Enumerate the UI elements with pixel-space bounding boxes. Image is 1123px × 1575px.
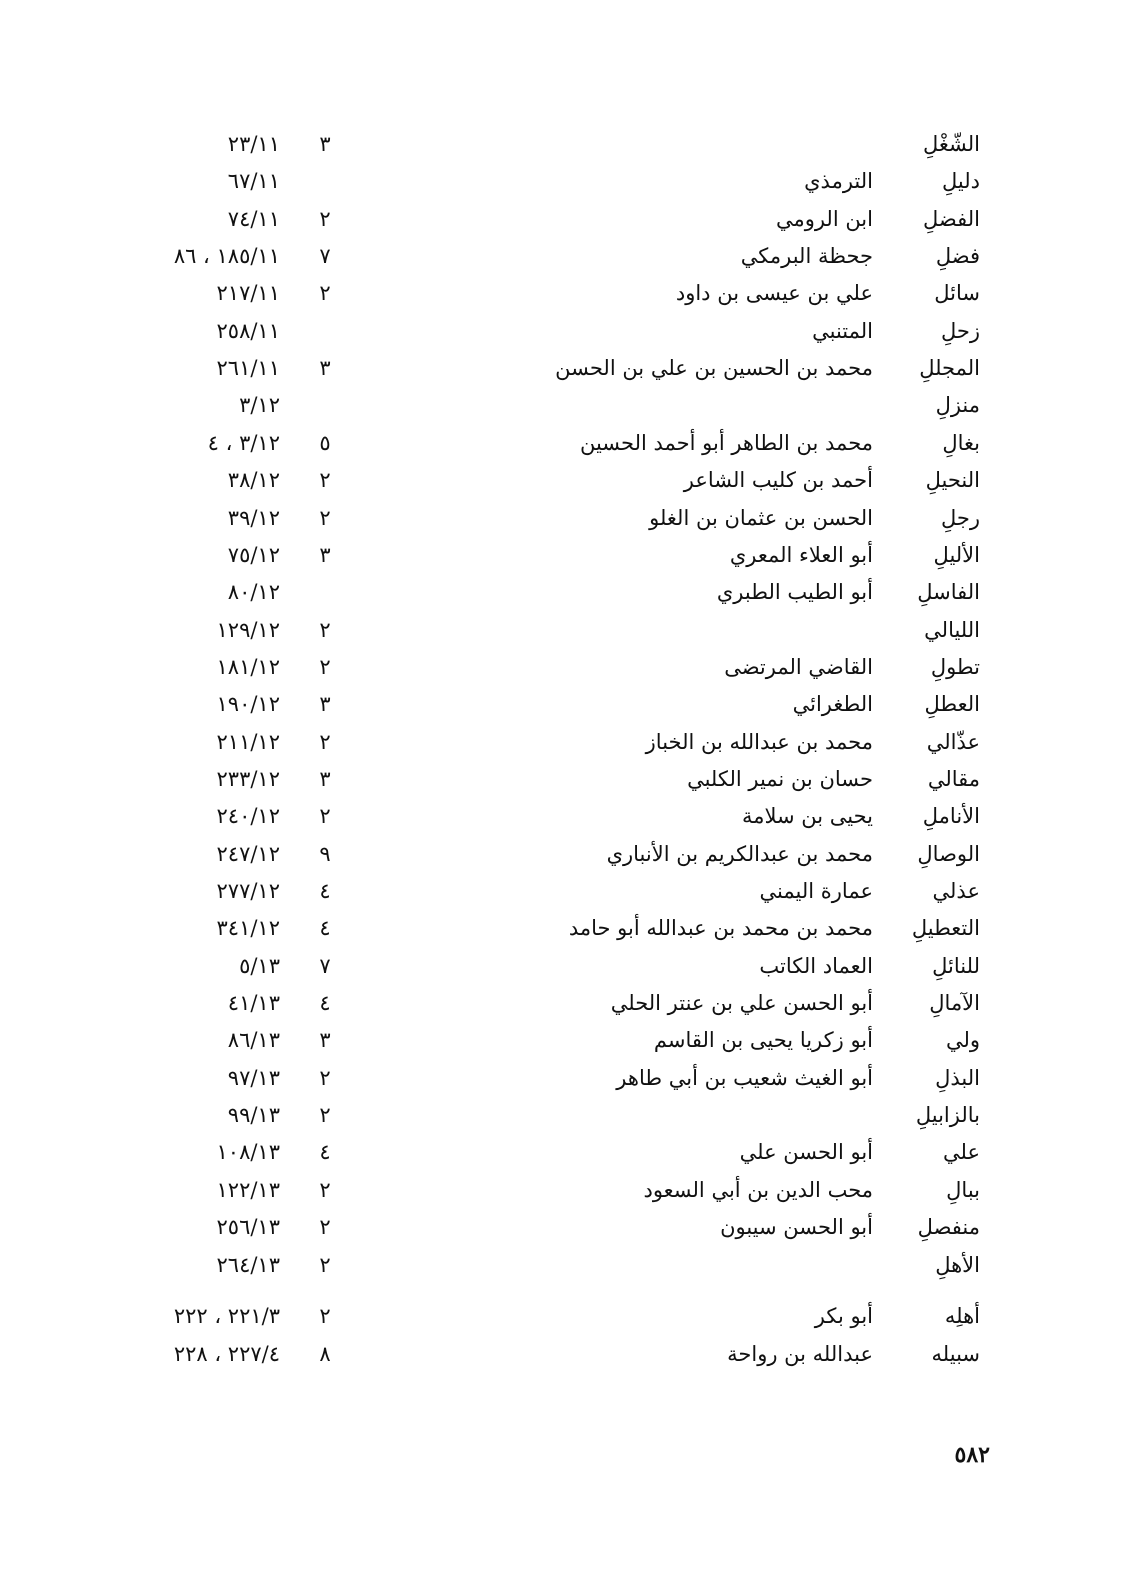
poet-name: العماد الكاتب (759, 954, 873, 978)
verse-count: ٣ (319, 1028, 331, 1052)
poet-name: علي بن عيسى بن داود (675, 281, 873, 305)
rhyme-word: الفاسلِ (917, 580, 980, 604)
rhyme-word: بغالِ (942, 431, 980, 455)
verse-count: ٣ (319, 543, 331, 567)
poet-name (473, 1247, 873, 1283)
verse-count: ٢ (319, 1066, 331, 1090)
index-row (0, 612, 1123, 648)
volume-page-reference: ٢٦١/١١ (216, 356, 280, 380)
rhyme-word: تطولِ (930, 655, 980, 679)
poet-name (473, 612, 873, 648)
verse-count: ٤ (319, 916, 331, 940)
index-row (0, 1247, 1123, 1283)
poet-name: أبو العلاء المعري (729, 543, 873, 567)
poet-name: محمد بن الحسين بن علي بن الحسن (555, 356, 873, 380)
poet-name: محمد بن محمد بن عبدالله أبو حامد (568, 916, 873, 940)
index-row (0, 686, 1123, 722)
index-row (0, 1336, 1123, 1372)
verse-count: ٢ (319, 655, 331, 679)
rhyme-word: الشّغْلِ (922, 132, 980, 156)
volume-page-reference: ٣٩/١٢ (227, 506, 280, 530)
rhyme-word: رجلِ (940, 506, 980, 530)
poet-name: عبدالله بن رواحة (727, 1342, 873, 1366)
index-row (0, 275, 1123, 311)
rhyme-word: زحلِ (940, 319, 980, 343)
poet-name: أبو الحسن علي (739, 1140, 873, 1164)
volume-page-reference: ٢٥٦/١٣ (216, 1215, 280, 1239)
index-row (0, 1209, 1123, 1245)
volume-page-reference: ٨٦/١٣ (227, 1028, 280, 1052)
verse-count: ٢ (319, 281, 331, 305)
verse-count: ٢ (319, 804, 331, 828)
index-row (0, 163, 1123, 199)
index-row (0, 1097, 1123, 1133)
poet-name: القاضي المرتضى (724, 655, 873, 679)
verse-count (305, 574, 345, 610)
volume-page-reference: ٢١١/١٢ (216, 730, 280, 754)
rhyme-word: المجللِ (919, 356, 980, 380)
rhyme-word: الأهلِ (935, 1253, 980, 1277)
poet-name (473, 1097, 873, 1133)
poet-name: أبو زكريا يحيى بن القاسم (653, 1028, 873, 1052)
volume-page-reference: ١٨١/١٢ (216, 655, 280, 679)
poet-name: حسان بن نمير الكلبي (687, 767, 873, 791)
verse-count: ٢ (319, 506, 331, 530)
volume-page-reference: ٧٤/١١ (227, 207, 280, 231)
poet-name: محمد بن الطاهر أبو أحمد الحسين (579, 431, 873, 455)
index-row (0, 126, 1123, 162)
rhyme-word: علي (943, 1140, 980, 1164)
volume-page-reference: ٨٠/١٢ (227, 580, 280, 604)
volume-page-reference: ٢٣/١١ (227, 132, 280, 156)
volume-page-reference: ٣٨/١٢ (227, 468, 280, 492)
volume-page-reference: ٩٧/١٣ (227, 1066, 280, 1090)
volume-page-reference: ٢١٧/١١ (216, 281, 280, 305)
index-row (0, 201, 1123, 237)
verse-count: ٩ (319, 842, 331, 866)
verse-count: ٣ (319, 767, 331, 791)
rhyme-word: ولي (945, 1028, 980, 1052)
volume-page-reference: ٢٦٤/١٣ (216, 1253, 280, 1277)
poet-name: جحظة البرمكي (740, 244, 873, 268)
verse-count: ٢ (319, 1215, 331, 1239)
rhyme-word: ببالِ (946, 1178, 980, 1202)
index-row (0, 574, 1123, 610)
volume-page-reference: ٩٩/١٣ (227, 1103, 280, 1127)
verse-count (305, 387, 345, 423)
volume-page-reference: ١٢٢/١٣ (216, 1178, 280, 1202)
verse-count: ٢ (319, 618, 331, 642)
poet-name: أبو الطيب الطبري (716, 580, 873, 604)
verse-count (305, 163, 345, 199)
rhyme-word: فضلِ (935, 244, 980, 268)
poet-name: ابن الرومي (775, 207, 873, 231)
rhyme-word: منزلِ (935, 393, 980, 417)
rhyme-word: الآمالِ (929, 991, 980, 1015)
index-row (0, 500, 1123, 536)
volume-page-reference: ١٠٨/١٣ (216, 1140, 280, 1164)
poet-name (473, 126, 873, 162)
verse-count: ٤ (319, 1140, 331, 1164)
verse-count: ٣ (319, 356, 331, 380)
rhyme-word: النحيلِ (925, 468, 980, 492)
volume-page-reference: ٢٢٧/٤ ، ٢٢٨ (173, 1342, 280, 1366)
rhyme-word: عذّالي (926, 730, 980, 754)
index-row (0, 1172, 1123, 1208)
rhyme-word: البذلِ (935, 1066, 980, 1090)
poet-name: الطغرائي (792, 692, 873, 716)
rhyme-word: العطلِ (924, 692, 980, 716)
volume-page-reference: ٤١/١٣ (227, 991, 280, 1015)
poet-name: أحمد بن كليب الشاعر (683, 468, 873, 492)
verse-count: ٢ (319, 1178, 331, 1202)
index-row (0, 1022, 1123, 1058)
rhyme-word: للنائلِ (932, 954, 980, 978)
verse-count: ٨ (319, 1342, 331, 1366)
volume-page-reference: ٢٧٧/١٢ (216, 879, 280, 903)
poet-name: عمارة اليمني (759, 879, 873, 903)
index-row (0, 724, 1123, 760)
index-row (0, 798, 1123, 834)
index-row (0, 1298, 1123, 1334)
verse-count: ٤ (319, 879, 331, 903)
index-row (0, 425, 1123, 461)
poet-name: أبو الغيث شعيب بن أبي طاهر (616, 1066, 873, 1090)
volume-page-reference: ٢٢١/٣ ، ٢٢٢ (173, 1304, 280, 1328)
index-row (0, 649, 1123, 685)
volume-page-reference: ٣٤١/١٢ (216, 916, 280, 940)
verse-count (305, 313, 345, 349)
rhyme-word: التعطيلِ (911, 916, 980, 940)
poet-name: أبو الحسن علي بن عنتر الحلي (610, 991, 873, 1015)
poet-name: الحسن بن عثمان بن الغلو (649, 506, 873, 530)
volume-page-reference: ٧٥/١٢ (227, 543, 280, 567)
verse-count: ٧ (319, 954, 331, 978)
poet-name: محمد بن عبدالكريم بن الأنباري (606, 842, 873, 866)
poet-name: محب الدين بن أبي السعود (643, 1178, 873, 1202)
rhyme-word: بالزابيلِ (915, 1103, 980, 1127)
verse-count: ٥ (319, 431, 331, 455)
rhyme-word: الفضلِ (923, 207, 980, 231)
volume-page-reference: ٦٧/١١ (227, 169, 280, 193)
volume-page-reference: ١٩٠/١٢ (216, 692, 280, 716)
volume-page-reference: ٢٤٧/١٢ (216, 842, 280, 866)
index-row (0, 537, 1123, 573)
volume-page-reference: ١٨٥/١١ ، ٨٦ (173, 244, 280, 268)
verse-count: ٢ (319, 1304, 331, 1328)
rhyme-word: الليالي (924, 618, 980, 642)
volume-page-reference: ٢٣٣/١٢ (216, 767, 280, 791)
verse-count: ٧ (319, 244, 331, 268)
index-row (0, 238, 1123, 274)
index-row (0, 313, 1123, 349)
index-row (0, 948, 1123, 984)
index-row (0, 836, 1123, 872)
index-row (0, 387, 1123, 423)
volume-page-reference: ٣/١٢ ، ٤ (207, 431, 280, 455)
page-number: ٥٨٢ (954, 1442, 990, 1468)
index-row (0, 761, 1123, 797)
rhyme-word: الوصالِ (917, 842, 980, 866)
verse-count: ٢ (319, 1103, 331, 1127)
rhyme-word: سائل (934, 281, 980, 305)
rhyme-word: الأليلِ (933, 543, 980, 567)
verse-count: ٢ (319, 207, 331, 231)
volume-page-reference: ١٢٩/١٢ (216, 618, 280, 642)
verse-count: ٢ (319, 1253, 331, 1277)
poet-name: يحيى بن سلامة (741, 804, 873, 828)
index-row (0, 985, 1123, 1021)
volume-page-reference: ٢٤٠/١٢ (216, 804, 280, 828)
rhyme-word: دليلِ (942, 169, 980, 193)
poet-name: محمد بن عبدالله بن الخباز (645, 730, 873, 754)
poet-name: الترمذي (804, 169, 873, 193)
verse-count: ٢ (319, 730, 331, 754)
rhyme-word: الأناملِ (922, 804, 980, 828)
verse-count: ٣ (319, 132, 331, 156)
index-row (0, 462, 1123, 498)
volume-page-reference: ٥/١٣ (239, 954, 280, 978)
verse-count: ٣ (319, 692, 331, 716)
rhyme-word: سبيله (931, 1342, 980, 1366)
rhyme-word: أهلِه (944, 1304, 980, 1328)
volume-page-reference: ٢٥٨/١١ (216, 319, 280, 343)
poet-name (473, 387, 873, 423)
rhyme-word: منفصلِ (917, 1215, 980, 1239)
rhyme-word: مقالي (927, 767, 980, 791)
index-row (0, 910, 1123, 946)
poet-name: أبو بكر (814, 1304, 873, 1328)
poet-name: المتنبي (812, 319, 873, 343)
volume-page-reference: ٣/١٢ (239, 393, 280, 417)
index-row (0, 350, 1123, 386)
index-row (0, 1134, 1123, 1170)
verse-count: ٢ (319, 468, 331, 492)
poet-name: أبو الحسن سيبون (720, 1215, 873, 1239)
index-row (0, 1060, 1123, 1096)
index-row (0, 873, 1123, 909)
verse-count: ٤ (319, 991, 331, 1015)
rhyme-word: عذلي (932, 879, 980, 903)
